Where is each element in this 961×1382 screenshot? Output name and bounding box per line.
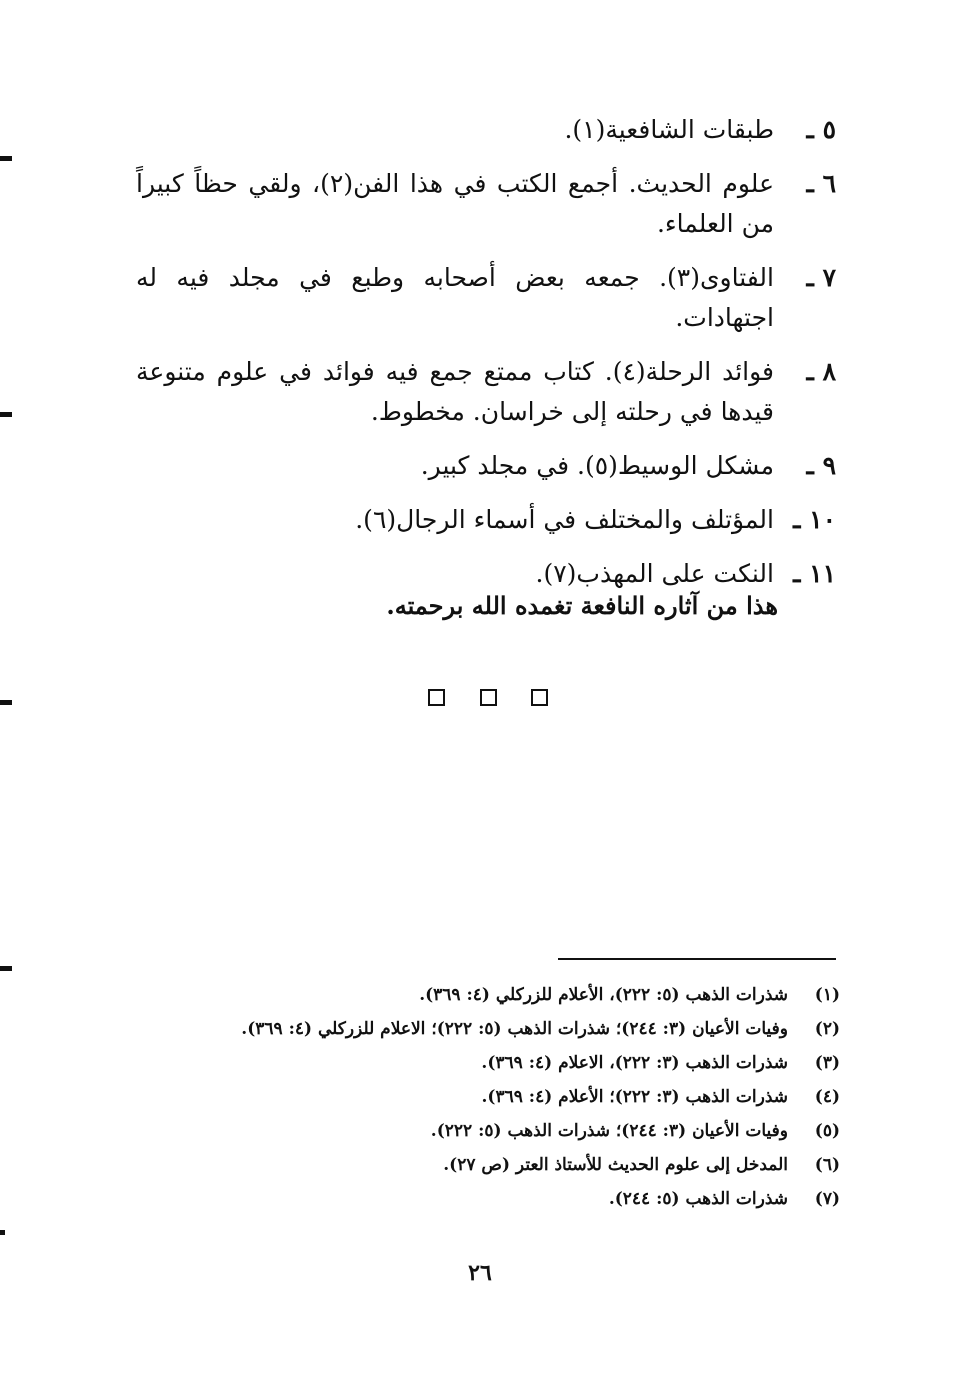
footnote-text: شذرات الذهب (٥: ٢٤٤). — [608, 1189, 788, 1209]
scan-margin-mark — [0, 966, 12, 971]
footnote — [150, 1114, 840, 1148]
item-number: ٧ ـ — [806, 263, 836, 292]
footnote — [150, 1012, 840, 1046]
square-ornament-icon — [531, 689, 548, 706]
works-list — [136, 110, 836, 608]
footnote-text: وفيات الأعيان (٣: ٢٤٤)؛ شذرات الذهب (٥: ٢٢٢)؛ الاعلام للزركلي (٤: ٣٦٩). — [241, 1019, 788, 1039]
square-ornament-icon — [480, 689, 497, 706]
scan-margin-mark — [0, 156, 12, 161]
list-item — [136, 164, 836, 244]
footnote-text: وفيات الأعيان (٣: ٢٤٤)؛ شذرات الذهب (٥: ٢٢٢). — [430, 1121, 788, 1141]
list-item — [136, 258, 836, 338]
footnote-text: المدخل إلى علوم الحديث للأستاذ العتر (ص ٢٧). — [443, 1155, 788, 1175]
scan-margin-mark — [0, 700, 12, 705]
footnote-separator — [558, 958, 836, 960]
footnote-text: شذرات الذهب (٣: ٢٢٢)؛ الأعلام (٤: ٣٦٩). — [481, 1087, 788, 1107]
scan-margin-mark — [0, 1230, 5, 1235]
page-number: ٢٦ — [468, 1260, 492, 1286]
footnote — [150, 978, 840, 1012]
item-text: فوائد الرحلة(٤). كتاب ممتع جمع فيه فوائد في علوم متنوعة قيدها في رحلته إلى خراسان. مخطوط. — [136, 357, 774, 426]
item-text: المؤتلف والمختلف في أسماء الرجال(٦). — [355, 505, 774, 534]
footnote-number: (١) — [814, 985, 840, 1005]
section-divider-ornament — [428, 689, 548, 709]
footnote-number: (٤) — [814, 1087, 840, 1107]
footnote — [150, 1046, 840, 1080]
footnotes — [150, 978, 840, 1216]
item-number: ٦ ـ — [806, 169, 836, 198]
footnote-number: (٣) — [814, 1053, 840, 1073]
footnote-number: (٧) — [814, 1189, 840, 1209]
list-item — [136, 446, 836, 486]
footnote — [150, 1182, 840, 1216]
footnote — [150, 1148, 840, 1182]
closing-sentence: هذا من آثاره النافعة تغمده الله برحمته. — [386, 591, 778, 620]
scan-margin-mark — [0, 412, 12, 417]
square-ornament-icon — [428, 689, 445, 706]
item-text: الفتاوى(٣). جمعه بعض أصحابه وطبع في مجلد فيه له اجتهادات. — [136, 263, 774, 332]
list-item — [136, 500, 836, 540]
item-text: طبقات الشافعية(١). — [564, 115, 774, 144]
item-number: ١١ ـ — [793, 559, 836, 588]
list-item — [136, 110, 836, 150]
footnote-number: (٢) — [814, 1019, 840, 1039]
item-text: مشكل الوسيط(٥). في مجلد كبير. — [420, 451, 774, 480]
footnote — [150, 1080, 840, 1114]
footnote-number: (٥) — [814, 1121, 840, 1141]
footnote-number: (٦) — [814, 1155, 840, 1175]
item-number: ٨ ـ — [806, 357, 836, 386]
footnote-text: شذرات الذهب (٥: ٢٢٢)، الأعلام للزركلي (٤: ٣٦٩). — [419, 985, 788, 1005]
item-number: ٥ ـ — [806, 115, 836, 144]
footnote-text: شذرات الذهب (٣: ٢٢٢)، الاعلام (٤: ٣٦٩). — [481, 1053, 788, 1073]
item-number: ١٠ ـ — [793, 505, 836, 534]
item-number: ٩ ـ — [806, 451, 836, 480]
list-item — [136, 352, 836, 432]
item-text: النكت على المهذب(٧). — [535, 559, 774, 588]
item-text: علوم الحديث. أجمع الكتب في هذا الفن(٢)، ولقي حظاً كبيراً من العلماء. — [136, 169, 774, 238]
